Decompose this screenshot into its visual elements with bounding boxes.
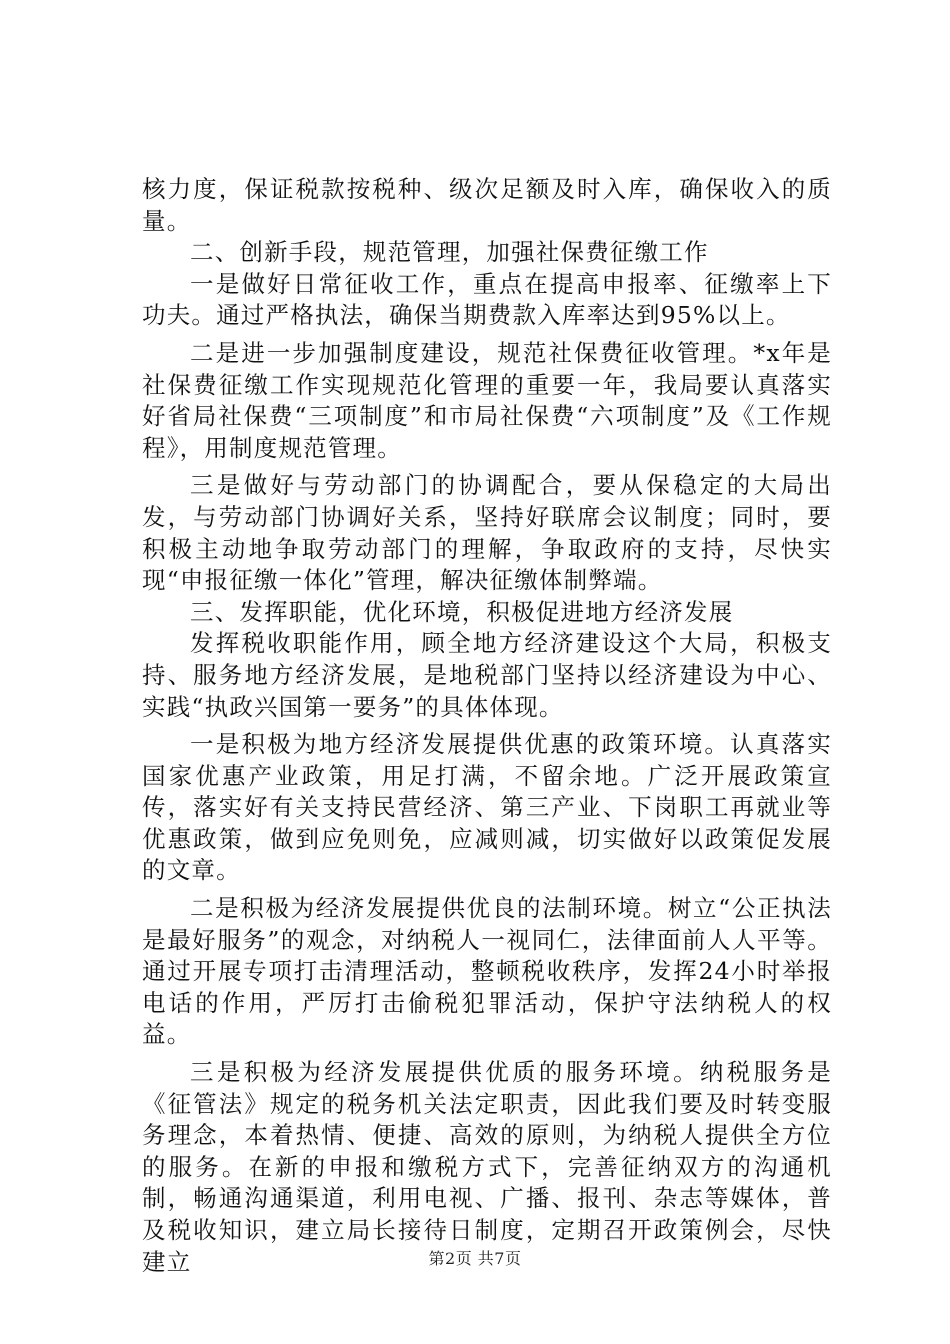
page-number-footer: 第2页 共7页 xyxy=(428,1249,522,1268)
paragraph-continuation: 核力度，保证税款按税种、级次足额及时入库，确保收入的质量。 xyxy=(142,175,832,235)
paragraph: 二是积极为经济发展提供优良的法制环境。树立“公正执法是最好服务”的观念，对纳税人一视同仁，法律面前人人平等。通过开展专项打击清理活动，整顿税收秩序，发挥24小时举报电话的作用，严厉打击偷税犯罪活动，保护守法纳税人的权益。 xyxy=(142,894,832,1049)
document-body xyxy=(142,174,832,1278)
paragraph: 二是进一步加强制度建设，规范社保费征收管理。*x年是社保费征缴工作实现规范化管理的重要一年，我局要认真落实好省局社保费“三项制度”和市局社保费“六项制度”及《工作规程》，用制度规范管理。 xyxy=(142,338,832,462)
paragraph: 三是积极为经济发展提供优质的服务环境。纳税服务是《征管法》规定的税务机关法定职责，因此我们要及时转变服务理念，本着热情、便捷、高效的原则，为纳税人提供全方位的服务。在新的申报和缴税方式下，完善征纳双方的沟通机制，畅通沟通渠道，利用电视、广播、报刊、杂志等媒体，普及税收知识，建立局长接待日制度，定期召开政策例会，尽快建立 xyxy=(142,1058,832,1276)
paragraph: 一是做好日常征收工作，重点在提高申报率、征缴率上下功夫。通过严格执法，确保当期费款入库率达到95%以上。 xyxy=(142,269,832,330)
paragraph: 一是积极为地方经济发展提供优惠的政策环境。认真落实国家优惠产业政策，用足打满，不留余地。广泛开展政策宣传，落实好有关支持民营经济、第三产业、下岗职工再就业等优惠政策，做到应免则免，应减则减，切实做好以政策促发展的文章。 xyxy=(142,730,832,885)
paragraph: 发挥税收职能作用，顾全地方经济建设这个大局，积极支持、服务地方经济发展，是地税部门坚持以经济建设为中心、实践“执政兴国第一要务”的具体体现。 xyxy=(142,629,832,721)
section-heading-2: 二、创新手段，规范管理，加强社保费征缴工作 xyxy=(190,238,709,267)
section-heading-3: 三、发挥职能，优化环境，积极促进地方经济发展 xyxy=(190,597,734,626)
paragraph: 三是做好与劳动部门的协调配合，要从保稳定的大局出发，与劳动部门协调好关系，坚持好联席会议制度；同时，要积极主动地争取劳动部门的理解，争取政府的支持，尽快实现“申报征缴一体化”管理，解决征缴体制弊端。 xyxy=(142,471,832,595)
